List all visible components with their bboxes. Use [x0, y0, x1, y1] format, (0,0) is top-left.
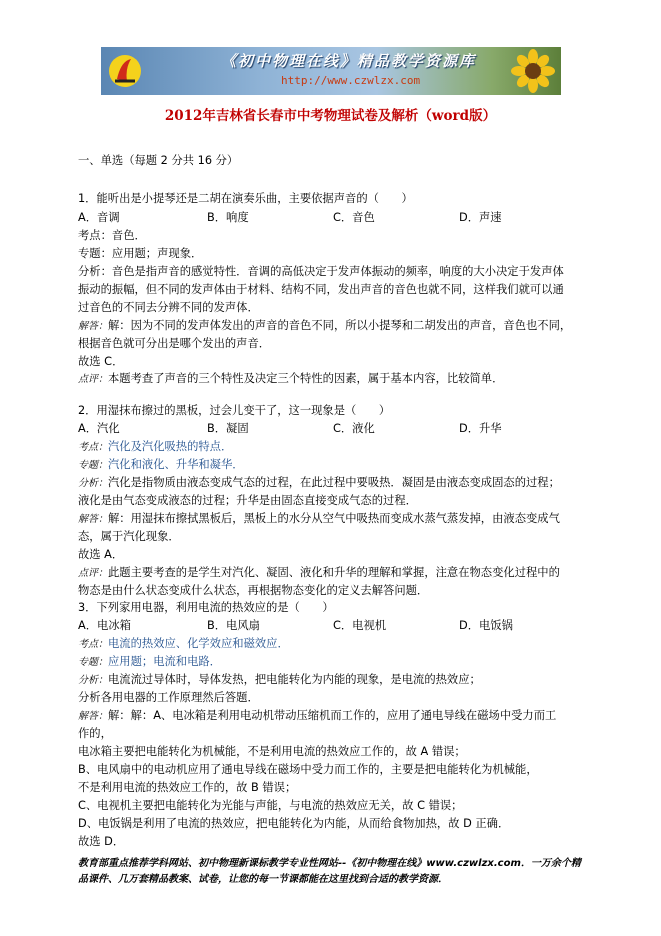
q1-jieda-label: 解答：: [78, 321, 108, 332]
q2-option-c: C．液化: [333, 422, 375, 435]
q3-jieda-label: 解答：: [78, 711, 108, 722]
q3-option-b: B．电风扇: [207, 619, 260, 632]
document-title: 2012年吉林省长春市中考物理试卷及解析（word版）: [164, 108, 497, 124]
q1-dianping-text: 本题考查了声音的三个特性及决定三个特性的因素，属于基本内容，比较简单．: [108, 372, 504, 385]
q1-option-a: A．音调: [78, 211, 120, 224]
q3-jieda: [78, 709, 556, 724]
q1-kaodian-label: 考点：: [78, 229, 112, 242]
q2-jieda-label: 解答：: [78, 514, 108, 525]
q3-jieda-line: C、电视机主要把电能转化为光能与声能，与电流的热效应无关，故 C 错误；: [78, 799, 463, 812]
q3-option-c: C．电视机: [333, 619, 387, 632]
q1-option-c: C．音色: [333, 211, 375, 224]
q1-zhuanti: [78, 247, 202, 261]
q3-kaodian: [78, 637, 289, 652]
q2-fenxi: [78, 476, 560, 491]
page-footer: 教育部重点推荐学科网站、初中物理新课标教学专业性网站--《初中物理在线》www.czwlzx.com．一万余个精品课件、几万套精品教案、试卷，让您的每一节课都能在这里找到合适的教学资源．: [78, 858, 581, 885]
q1-option-b: B．响度: [207, 211, 249, 224]
q3-jieda-line: 作的，: [78, 727, 112, 740]
q1-jieda-line: 解：因为不同的发声体发出的声音的音色不同，所以小提琴和二胡发出的声音，音色也不同，: [108, 319, 572, 332]
q3-jieda-line: D、电饭锅是利用了电流的热效应，把电能转化为内能，从而给食物加热，故 D 正确．: [78, 817, 510, 830]
q1-fenxi-line: 过音色的不同去分辨不同的发声体．: [78, 301, 259, 314]
q2-zhuanti-text: 汽化和液化、升华和凝华．: [108, 458, 244, 471]
q3-kaodian-label: 考点：: [78, 639, 108, 650]
q1-dianping: [78, 372, 503, 387]
q3-zhuanti: [78, 655, 221, 670]
q2-option-d: D．升华: [459, 422, 502, 435]
q2-kaodian-label: 考点：: [78, 442, 108, 453]
q1-jieda-line: 根据音色就可分出是哪个发出的声音．: [78, 337, 271, 350]
q2-fenxi-line: 汽化是指物质由液态变成气态的过程，在此过程中要吸热．凝固是由液态变成固态的过程；: [108, 476, 560, 489]
q1-fenxi: [78, 265, 564, 279]
q3-fenxi-label: 分析：: [78, 675, 108, 686]
q2-stem: 2．用湿抹布擦过的黑板，过会儿变干了，这一现象是（ ）: [78, 404, 391, 417]
q1-option-d: D．声速: [459, 211, 502, 224]
q2-jieda-line: 态，属于汽化现象．: [78, 530, 180, 543]
q3-kaodian-text: 电流的热效应、化学效应和磁效应．: [108, 637, 289, 650]
q2-jieda-line: 解：用湿抹布擦拭黑板后，黑板上的水分从空气中吸热而变成水蒸气蒸发掉，由液态变成气: [108, 512, 560, 525]
q1-fenxi-label: 分析：: [78, 265, 112, 278]
q3-zhuanti-label: 专题：: [78, 657, 108, 668]
q2-option-a: A．汽化: [78, 422, 120, 435]
site-logo-icon: [107, 53, 143, 89]
q3-jieda-line: 电冰箱主要把电能转化为机械能，不是利用电流的热效应工作的，故 A 错误；: [78, 745, 466, 758]
q2-dianping: [78, 566, 560, 581]
q1-answer: 故选 C．: [78, 355, 124, 368]
q2-zhuanti-label: 专题：: [78, 460, 108, 471]
q2-option-b: B．凝固: [207, 422, 249, 435]
q3-jieda-line: 不是利用电流的热效应工作的，故 B 错误；: [78, 781, 297, 794]
banner-url[interactable]: http://www.czwlzx.com: [281, 74, 421, 87]
q3-option-d: D．电饭锅: [459, 619, 513, 632]
q1-zhuanti-label: 专题：: [78, 247, 112, 260]
q1-kaodian-text: 音色．: [111, 229, 146, 242]
q2-dianping-line: 物态是由什么状态变成什么状态，再根据物态变化的定义去解答问题．: [78, 584, 429, 597]
q1-fenxi-line: 音色是指声音的感觉特性．音调的高低决定于发声体振动的频率，响度的大小决定于发声体: [111, 265, 564, 278]
q3-jieda-line: B、电风扇中的电动机应用了通电导线在磁场中受力而工作的，主要是把电能转化为机械能，: [78, 763, 538, 776]
q2-jieda: [78, 512, 560, 527]
q1-jieda: [78, 319, 571, 334]
q3-fenxi: [78, 673, 481, 688]
q3-fenxi-line: 分析各用电器的工作原理然后答题．: [78, 691, 259, 704]
q1-kaodian: [78, 229, 146, 243]
q2-dianping-label: 点评：: [78, 568, 108, 579]
q3-jieda-line: 解：解：A、电冰箱是利用电动机带动压缩机而工作的，应用了通电导线在磁场中受力而工: [108, 709, 557, 722]
q1-fenxi-line: 振动的振幅，但不同的发声体由于材料、结构不同，发出声音的音色也就不同，这样我们就可以通: [78, 283, 564, 296]
header-banner: [101, 47, 561, 95]
sunflower-icon: [511, 49, 555, 93]
q2-kaodian-text: 汽化及汽化吸热的特点．: [108, 440, 233, 453]
q3-zhuanti-text: 应用题；电流和电路．: [108, 655, 221, 668]
q2-fenxi-label: 分析：: [78, 478, 108, 489]
q3-answer: 故选 D．: [78, 835, 125, 848]
q3-fenxi-line: 电流流过导体时，导体发热，把电能转化为内能的现象，是电流的热效应；: [108, 673, 481, 686]
q2-dianping-line: 此题主要考查的是学生对汽化、凝固、液化和升华的理解和掌握，注意在物态变化过程中的: [108, 566, 560, 579]
q2-zhuanti: [78, 458, 244, 473]
q3-option-a: A．电冰箱: [78, 619, 131, 632]
section-heading: 一、单选（每题 2 分共 16 分）: [78, 154, 239, 167]
q2-fenxi-line: 液化是由气态变成液态的过程；升华是由固态直接变成气态的过程．: [78, 494, 417, 507]
q2-answer: 故选 A．: [78, 548, 124, 561]
q1-dianping-label: 点评：: [78, 374, 108, 385]
banner-title: 《初中物理在线》精品教学资源库: [221, 52, 477, 70]
q1-stem: 1．能听出是小提琴还是二胡在演奏乐曲，主要依据声音的（ ）: [78, 192, 413, 205]
q3-stem: 3．下列家用电器，利用电流的热效应的是（ ）: [78, 601, 334, 614]
q1-zhuanti-text: 应用题；声现象．: [111, 247, 203, 260]
q2-kaodian: [78, 440, 232, 455]
